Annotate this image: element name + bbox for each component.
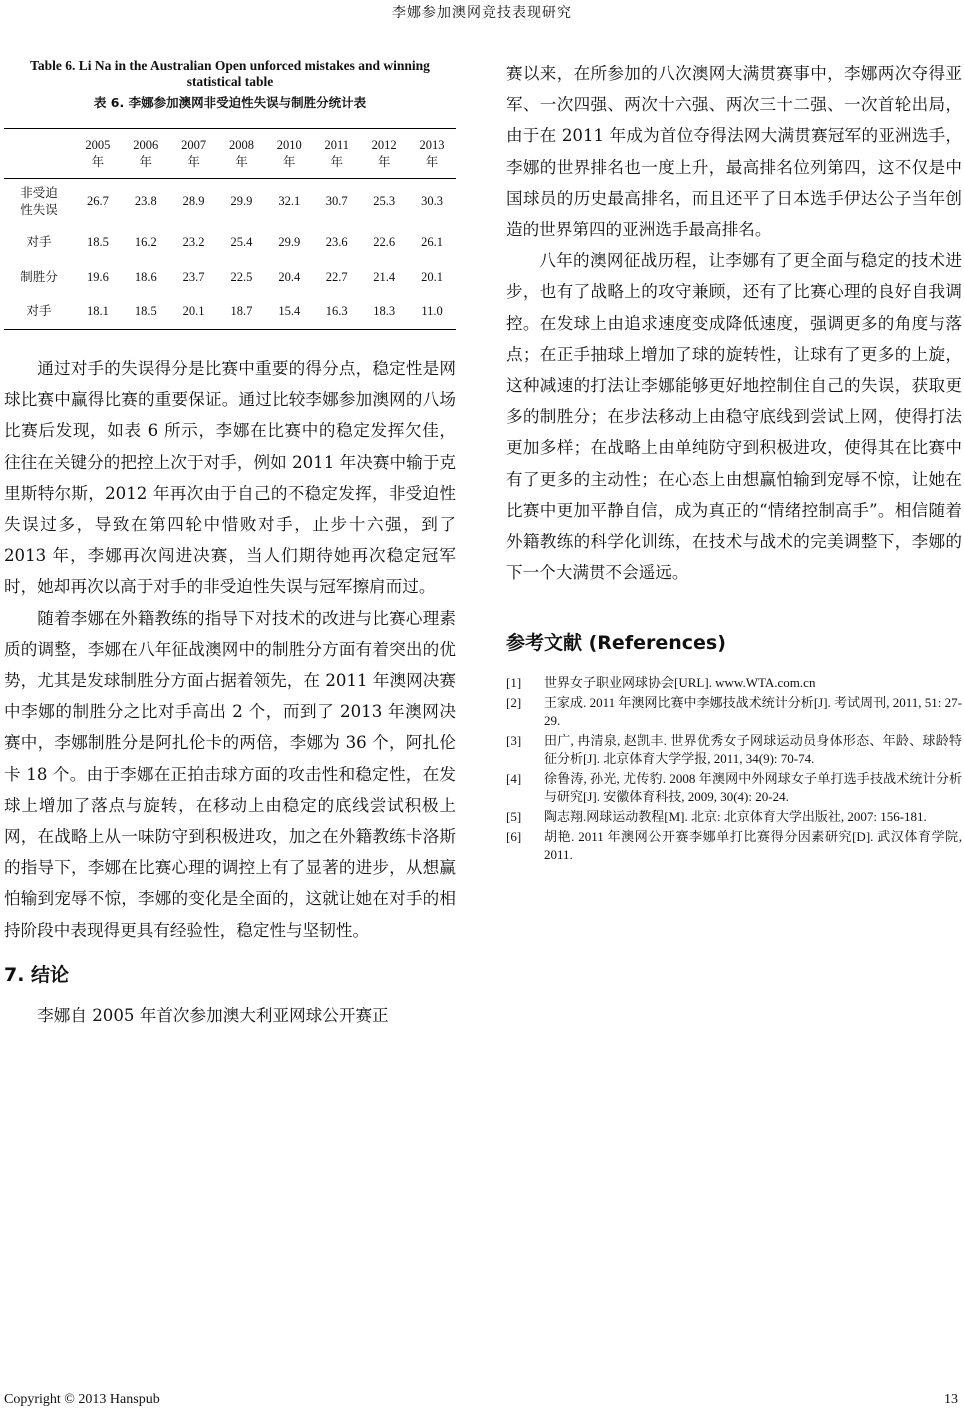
table-cell: 23.2: [182, 234, 205, 249]
year-header: 2007 年: [181, 137, 207, 169]
table-cell: 25.4: [230, 234, 253, 249]
table-cell: 23.8: [134, 194, 157, 209]
reference-text: 胡艳. 2011 年澳网公开赛李娜单打比赛得分因素研究[D]. 武汉体育学院, 2011.: [544, 829, 962, 863]
reference-item: [506, 808, 962, 826]
table-header-row: [4, 129, 456, 179]
table-cell: 18.3: [373, 304, 396, 319]
reference-text: 陶志翔.网球运动教程[M]. 北京: 北京体育大学出版社, 2007: 156-181.: [544, 809, 927, 825]
reference-item: [506, 828, 962, 864]
reference-item: [506, 770, 962, 806]
table-cell: 25.3: [373, 194, 396, 209]
table-cell: 30.7: [325, 194, 348, 209]
reference-item: [506, 674, 962, 692]
table-cell: 23.6: [325, 234, 348, 249]
reference-text: 徐鲁涛, 孙光, 尤传豹. 2008 年澳网中外网球女子单打选手技战术统计分析与研究[J]. 安徽体育科技, 2009, 30(4): 20-24.: [544, 771, 962, 805]
section-heading: 7. 结论: [4, 963, 70, 986]
table-cell: 29.9: [278, 234, 301, 249]
right-column: [506, 58, 962, 866]
table-cell: 18.5: [134, 304, 157, 319]
year-header: 2013 年: [419, 137, 445, 169]
table-cell: 18.7: [230, 304, 253, 319]
reference-text: 世界女子职业网球协会[URL]. www.WTA.com.cn: [544, 675, 816, 691]
table-cell: 16.2: [134, 234, 157, 249]
table-caption-en: Table 6. Li Na in the Australian Open unforced mistakes and winning statistical table: [30, 58, 430, 89]
table-row: [4, 295, 456, 330]
table-cell: 28.9: [182, 194, 205, 209]
table-cell: 18.6: [134, 269, 157, 284]
row-label: 对手: [26, 304, 52, 319]
table-cell: 21.4: [373, 269, 396, 284]
table-cell: 22.5: [230, 269, 253, 284]
row-label: 非受迫 性失误: [20, 185, 58, 217]
year-header: 2010 年: [276, 137, 302, 169]
table-cell: 18.5: [86, 234, 109, 249]
table-cell: 20.1: [182, 304, 205, 319]
table-cell: 18.1: [86, 304, 109, 319]
body-paragraph: 李娜自 2005 年首次参加澳大利亚网球公开赛正: [37, 1005, 389, 1025]
table-cell: 20.1: [421, 269, 443, 284]
table-corner-cell: [4, 129, 74, 179]
body-paragraph: 八年的澳网征战历程，让李娜有了更全面与稳定的技术进步，也有了战略上的攻守兼顾，还有了比赛心理的良好自我调控。在发球上由追求速度变成降低速度，强调更多的角度与落点；在正手抽球上增加了球的旋转性，让球有了更多的上旋，这种减速的打法让李娜能够更好地控制住自己的失误，获取更多的制胜分；在步法移动上由稳守底线到尝试上网，使得打法更加多样；在战略上由单纯防守到积极进攻，使得其在比赛中有了更多的主动性；在心态上由想赢怕输到宠辱不惊，让她在比赛中更加平静自信，成为真正的“情绪控制高手”。相信随着外籍教练的科学化训练，在技术与战术的完美调整下，李娜的下一个大满贯不会遥远。: [506, 251, 962, 583]
table-cell: 26.7: [86, 194, 109, 209]
reference-number: [5]: [506, 809, 522, 825]
table-cell: 23.7: [182, 269, 205, 284]
body-paragraph: 随着李娜在外籍教练的指导下对技术的改进与比赛心理素质的调整，李娜在八年征战澳网中的制胜分方面有着突出的优势，尤其是发球制胜分方面占据着领先，在 2011 年澳网决赛中李娜的制胜分之比对手高出 2 个，而到了 2013 年澳网决赛中，李娜制胜分是阿扎伦卡的两倍，李娜为 36 个，阿扎伦卡 18 个。由于李娜在正拍击球方面的攻击性和稳定性，在发球上增加了落点与旋转，在移动上由稳定的底线尝试积极上网，在战略上从一味防守到积极进攻，加之在外籍教练卡洛斯的指导下，李娜在比赛心理的调控上有了显著的进步，从想赢怕输到宠辱不惊，李娜的变化是全面的，这就让她在对手的相持阶段中表现得更具有经验性，稳定性与坚韧性。: [4, 608, 456, 940]
references-heading: 参考文献 (References): [506, 632, 726, 655]
reference-number: [2]: [506, 695, 522, 711]
left-column: [4, 58, 456, 1031]
table-cell: 32.1: [278, 194, 301, 209]
reference-text: 田广, 冉清泉, 赵凯丰. 世界优秀女子网球运动员身体形态、年龄、球龄特征分析[J]. 北京体育大学学报, 2011, 34(9): 70-74.: [544, 733, 962, 767]
table-cell: 22.6: [373, 234, 396, 249]
table-row: [4, 225, 456, 260]
reference-number: [3]: [506, 733, 522, 749]
body-paragraph: 赛以来，在所参加的八次澳网大满贯赛事中，李娜两次夺得亚军、一次四强、两次十六强、两次三十二强、一次首轮出局，由于在 2011 年成为首位夺得法网大满贯赛冠军的亚洲选手，李娜的世界排名也一度上升，最高排名位列第四，这不仅是中国球员的历史最高排名，而且还平了日本选手伊达公子当年创造的世界第四的亚洲选手最高排名。: [506, 64, 962, 240]
table-cell: 15.4: [278, 304, 301, 319]
table-row: [4, 260, 456, 295]
table-cell: 11.0: [421, 304, 443, 319]
reference-number: [6]: [506, 829, 522, 845]
year-header: 2006 年: [133, 137, 159, 169]
row-label: 对手: [26, 234, 52, 249]
table-cell: 26.1: [421, 234, 443, 249]
reference-number: [1]: [506, 675, 522, 691]
year-header: 2011 年: [324, 137, 349, 169]
table-cell: 29.9: [230, 194, 253, 209]
reference-text: 王家成. 2011 年澳网比赛中李娜技战术统计分析[J]. 考试周刊, 2011, 51: 27-29.: [544, 695, 962, 729]
running-head: 李娜参加澳网竞技表现研究: [392, 5, 572, 21]
reference-item: [506, 732, 962, 768]
table-cell: 30.3: [421, 194, 443, 209]
table-caption-zh: 表 6. 李娜参加澳网非受迫性失误与制胜分统计表: [93, 95, 367, 110]
table-cell: 22.7: [325, 269, 348, 284]
reference-number: [4]: [506, 771, 522, 787]
table-cell: 19.6: [86, 269, 109, 284]
year-header: 2005 年: [85, 137, 111, 169]
reference-item: [506, 694, 962, 730]
year-header: 2008 年: [228, 137, 254, 169]
table-cell: 16.3: [325, 304, 348, 319]
body-paragraph: 通过对手的失误得分是比赛中重要的得分点，稳定性是网球比赛中赢得比赛的重要保证。通过比较李娜参加澳网的八场比赛后发现，如表 6 所示，李娜在比赛中的稳定发挥欠佳，往往在关键分的把控上次于对手，例如 2011 年决赛中输于克里斯特尔斯，2012 年再次由于自己的不稳定发挥，非受迫性失误过多，导致在第四轮中惜败对手，止步十六强，到了 2013 年，李娜再次闯进决赛，当人们期待她再次稳定冠军时，她却再次以高于对手的非受迫性失误与冠军擦肩而过。: [4, 359, 456, 597]
table-cell: 20.4: [278, 269, 301, 284]
reference-list: [506, 674, 962, 864]
row-label: 制胜分: [20, 269, 58, 284]
copyright-footer: Copyright © 2013 Hanspub: [4, 1392, 160, 1407]
year-header: 2012 年: [371, 137, 397, 169]
page-number: 13: [944, 1392, 958, 1407]
stats-table: [4, 128, 456, 330]
table-row: [4, 179, 456, 225]
